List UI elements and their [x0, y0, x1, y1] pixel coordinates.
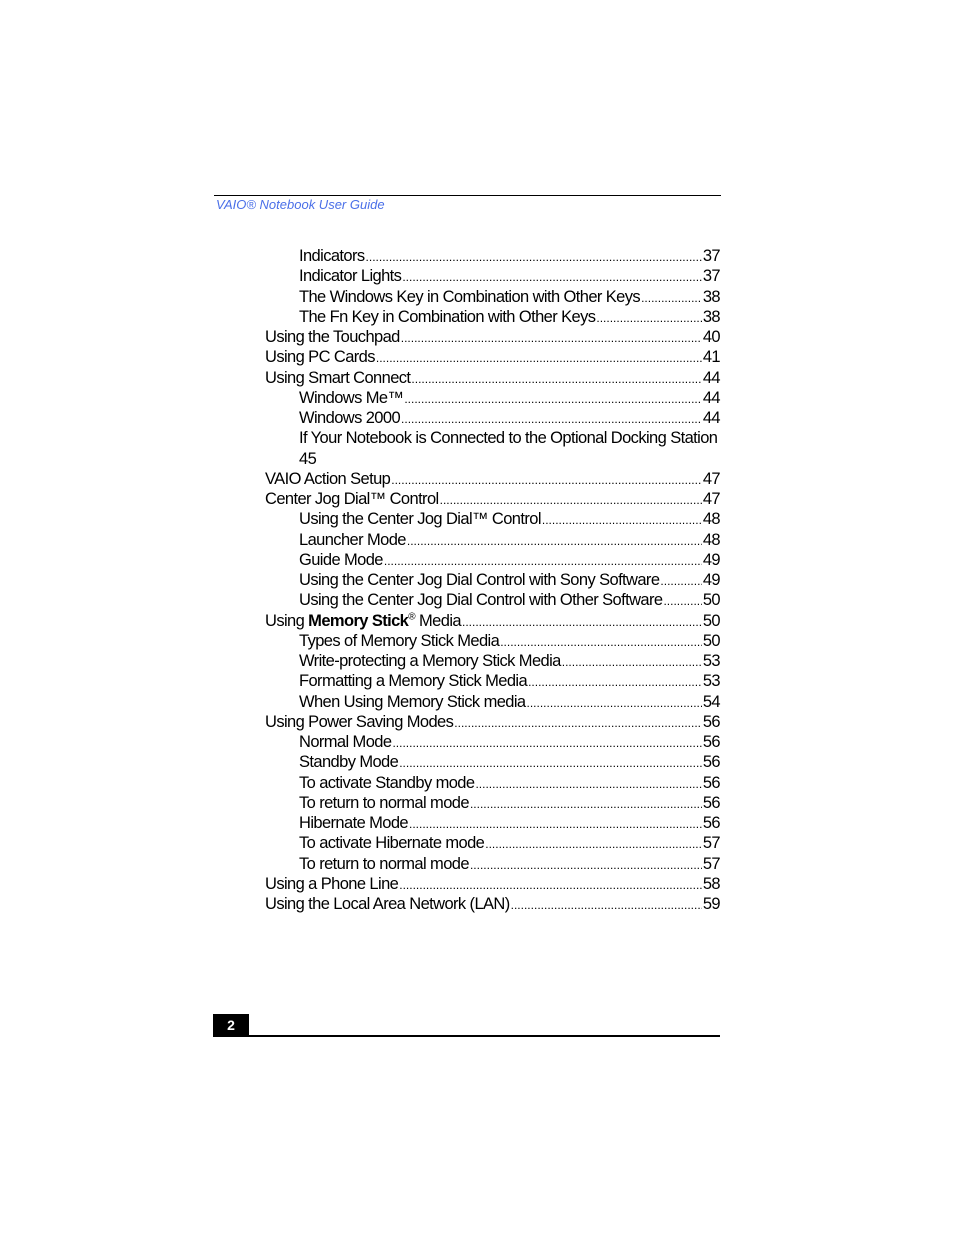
- dot-leader: [527, 693, 702, 713]
- toc-entry-label: [265, 347, 375, 367]
- toc-entry-page: 47: [702, 490, 720, 508]
- dot-leader: [562, 652, 702, 672]
- dot-leader: [384, 551, 702, 571]
- dot-leader: [485, 834, 702, 854]
- toc-entry-text: Using the Center Jog Dial Control with Sony Software: [299, 571, 660, 589]
- toc-entry-text: Standby Mode: [299, 753, 399, 772]
- toc-entry-page: 56: [702, 793, 720, 812]
- toc-entry-text: The Windows Key in Combination with Other Keys: [299, 287, 641, 306]
- toc-entry[interactable]: [265, 651, 720, 671]
- toc-entry[interactable]: [265, 570, 720, 590]
- dot-leader: [407, 531, 702, 551]
- toc-entry[interactable]: [265, 388, 720, 408]
- toc-entry-label: [265, 894, 510, 914]
- footer-rule: [213, 1035, 720, 1037]
- toc-entry-page: 47: [702, 469, 720, 488]
- toc-entry-text: To activate Standby mode: [299, 773, 475, 792]
- toc-entry-label: [299, 752, 398, 772]
- toc-entry-page: 56: [702, 712, 720, 731]
- toc-entry-label: [299, 590, 662, 610]
- toc-entry-label: [299, 631, 499, 651]
- toc-entry-text: Formatting a Memory Stick Media: [299, 672, 528, 691]
- toc-entry[interactable]: [265, 793, 720, 813]
- toc-entry-text: VAIO Action Setup: [265, 469, 391, 488]
- dot-leader: [454, 713, 702, 733]
- toc-entry[interactable]: [265, 469, 720, 489]
- toc-entry-label: [299, 793, 469, 813]
- toc-entry-label: [299, 287, 640, 307]
- dot-leader: [404, 389, 702, 409]
- toc-entry-label: [265, 469, 390, 489]
- toc-entry-page: 58: [702, 874, 720, 893]
- toc-entry-bold: Memory Stick: [308, 611, 409, 630]
- toc-entry-label: [299, 509, 541, 529]
- toc-entry-label: [299, 428, 717, 448]
- dot-leader: [470, 855, 702, 875]
- toc-entry-page: 54: [702, 692, 720, 711]
- toc-entry-text: Indicators: [299, 247, 365, 265]
- toc-entry-text: Using the Touchpad: [265, 328, 400, 346]
- toc-entry-page: 53: [702, 652, 720, 670]
- toc-entry[interactable]: [265, 590, 720, 610]
- toc-entry-label: [299, 813, 408, 833]
- toc-entry-page: 48: [702, 510, 720, 529]
- toc-entry-label: [299, 307, 595, 327]
- toc-entry-text: Center Jog Dial™ Control: [265, 490, 439, 508]
- header-rule: [214, 195, 721, 196]
- toc-entry[interactable]: [265, 530, 720, 550]
- toc-entry-label: [299, 388, 403, 408]
- dot-leader: [660, 571, 701, 591]
- toc-entry-page: 40: [702, 328, 720, 346]
- toc-entry-text: Indicator Lights: [299, 267, 402, 286]
- toc-entry[interactable]: [265, 327, 720, 347]
- dot-leader: [401, 409, 702, 429]
- toc-entry-page: 59: [702, 895, 720, 913]
- toc-entry-label: [299, 570, 659, 590]
- toc-entry-label: [265, 327, 400, 347]
- toc-entry-sup: ®: [408, 611, 416, 622]
- toc-entry-page: 49: [702, 571, 720, 589]
- toc-entry[interactable]: [265, 874, 720, 894]
- toc-entry[interactable]: [265, 489, 720, 509]
- toc-entry[interactable]: [265, 712, 720, 732]
- dot-leader: [475, 774, 701, 794]
- toc-entry[interactable]: [265, 813, 720, 833]
- dot-leader: [500, 632, 702, 652]
- toc-entry-text: If Your Notebook is Connected to the Optional Docking Station: [299, 429, 718, 448]
- toc-entry[interactable]: [265, 631, 720, 651]
- dot-leader: [401, 328, 702, 348]
- dot-leader: [376, 348, 702, 368]
- dot-leader: [470, 794, 702, 814]
- toc-entry-page: 57: [702, 834, 720, 853]
- toc-entry-label: [299, 266, 401, 286]
- toc-entry-label: [265, 611, 461, 631]
- toc-entry[interactable]: [265, 509, 720, 529]
- toc-entry-page: 44: [702, 368, 720, 387]
- dot-leader: [596, 308, 701, 328]
- dot-leader: [399, 875, 702, 895]
- toc-entry[interactable]: [265, 550, 720, 570]
- toc-entry-page: 38: [702, 307, 720, 326]
- toc-entry-page: 48: [702, 530, 720, 549]
- toc-entry-label: [299, 671, 527, 691]
- toc-entry-text: Windows Me™: [299, 388, 404, 407]
- dot-leader: [411, 369, 701, 389]
- toc-entry-text: Normal Mode: [299, 733, 392, 751]
- toc-entry-page: 37: [702, 247, 720, 265]
- toc-entry-label: [299, 833, 484, 853]
- toc-entry-text: Using a Phone Line: [265, 874, 399, 893]
- dot-leader: [462, 612, 702, 632]
- toc-entry-page: 56: [702, 814, 720, 832]
- dot-leader: [440, 490, 702, 510]
- toc-entry[interactable]: [265, 266, 720, 286]
- toc-entry[interactable]: [265, 287, 720, 307]
- toc-entry[interactable]: [265, 692, 720, 712]
- toc-entry-page: 50: [702, 631, 720, 650]
- dot-leader: [663, 591, 701, 611]
- toc-entry[interactable]: [265, 752, 720, 772]
- toc-entry[interactable]: [265, 428, 720, 448]
- header-title: VAIO® Notebook User Guide: [216, 197, 385, 212]
- toc-entry-text: Types of Memory Stick Media: [299, 631, 500, 650]
- dot-leader: [392, 733, 701, 753]
- toc-entry-text: Using the Center Jog Dial™ Control: [299, 510, 541, 529]
- dot-leader: [409, 814, 702, 834]
- toc-entry-page: 56: [702, 773, 720, 792]
- dot-leader: [511, 895, 702, 915]
- toc-entry-label: [265, 874, 398, 894]
- dot-leader: [402, 267, 702, 287]
- toc-entry-text: Using the Local Area Network (LAN): [265, 895, 510, 913]
- toc-entry[interactable]: [265, 894, 720, 914]
- toc-entry-text: Launcher Mode: [299, 530, 406, 549]
- toc-entry-page: 38: [702, 287, 720, 306]
- toc-entry-page: 44: [702, 388, 720, 407]
- page-number: 2: [213, 1014, 249, 1036]
- toc-entry-label: [265, 712, 453, 732]
- toc-entry-page: 56: [702, 733, 720, 751]
- toc-entry-label: [299, 732, 391, 752]
- toc-entry[interactable]: [265, 408, 720, 428]
- toc-entry-label: [299, 651, 561, 671]
- toc-entry[interactable]: [265, 246, 720, 266]
- toc-entry-label: [299, 854, 469, 874]
- toc-entry-page: 50: [702, 591, 720, 610]
- toc-entry-label: [299, 692, 526, 712]
- dot-leader: [399, 753, 702, 773]
- toc-entry-page: 41: [702, 348, 720, 367]
- toc-entry-label: [299, 530, 406, 550]
- toc-entry-text-after: Media: [415, 611, 461, 630]
- toc-entry[interactable]: [265, 732, 720, 752]
- toc-entry[interactable]: [265, 773, 720, 793]
- toc-entry-text: Hibernate Mode: [299, 814, 409, 832]
- toc-entry-text: Using: [265, 611, 309, 630]
- toc-entry[interactable]: [265, 307, 720, 327]
- toc-entry-text: To return to normal mode: [299, 793, 469, 812]
- toc-entry-label: [265, 489, 439, 509]
- toc-entry-text: Using Smart Connect: [265, 368, 411, 387]
- toc-entry-text: To return to normal mode: [299, 854, 469, 873]
- toc-entry[interactable]: [265, 671, 720, 691]
- toc-entry-text: The Fn Key in Combination with Other Keys: [299, 307, 596, 326]
- toc-entry-page: 44: [702, 409, 720, 427]
- dot-leader: [391, 470, 702, 490]
- toc-entry-text: Using the Center Jog Dial Control with Other Software: [299, 591, 663, 610]
- dot-leader: [528, 672, 702, 692]
- toc-entry-label: [265, 368, 410, 388]
- toc-entry[interactable]: [265, 611, 720, 631]
- toc-entry-text: Windows 2000: [299, 409, 401, 427]
- toc-entry-label: [299, 408, 400, 428]
- toc-entry-page: 56: [702, 753, 720, 772]
- toc-entry-text: Using PC Cards: [265, 348, 375, 367]
- toc-entry-page: 49: [702, 550, 720, 569]
- toc-entry[interactable]: [265, 854, 720, 874]
- toc-entry-text: To activate Hibernate mode: [299, 834, 485, 853]
- dot-leader: [542, 510, 702, 530]
- toc-entry[interactable]: [265, 368, 720, 388]
- toc-entry-text: When Using Memory Stick media: [299, 692, 526, 711]
- toc-entry-page: 53: [702, 672, 720, 691]
- toc-entry-label: [299, 550, 383, 570]
- toc-entry[interactable]: [265, 833, 720, 853]
- toc-entry-label: [299, 246, 365, 266]
- toc-entry-text: Using Power Saving Modes: [265, 712, 454, 731]
- dot-leader: [641, 288, 702, 308]
- toc-entry-page: 37: [702, 267, 720, 286]
- toc-entry-text: Guide Mode: [299, 550, 383, 569]
- toc-entry-page: 45: [299, 449, 317, 468]
- toc-entry-label: [299, 773, 474, 793]
- dot-leader: [366, 247, 702, 267]
- toc-entry-page: 57: [702, 854, 720, 873]
- table-of-contents: [265, 246, 720, 914]
- toc-entry[interactable]: [265, 347, 720, 367]
- toc-entry-text: Write-protecting a Memory Stick Media: [299, 652, 561, 670]
- toc-entry-page: 50: [702, 611, 720, 630]
